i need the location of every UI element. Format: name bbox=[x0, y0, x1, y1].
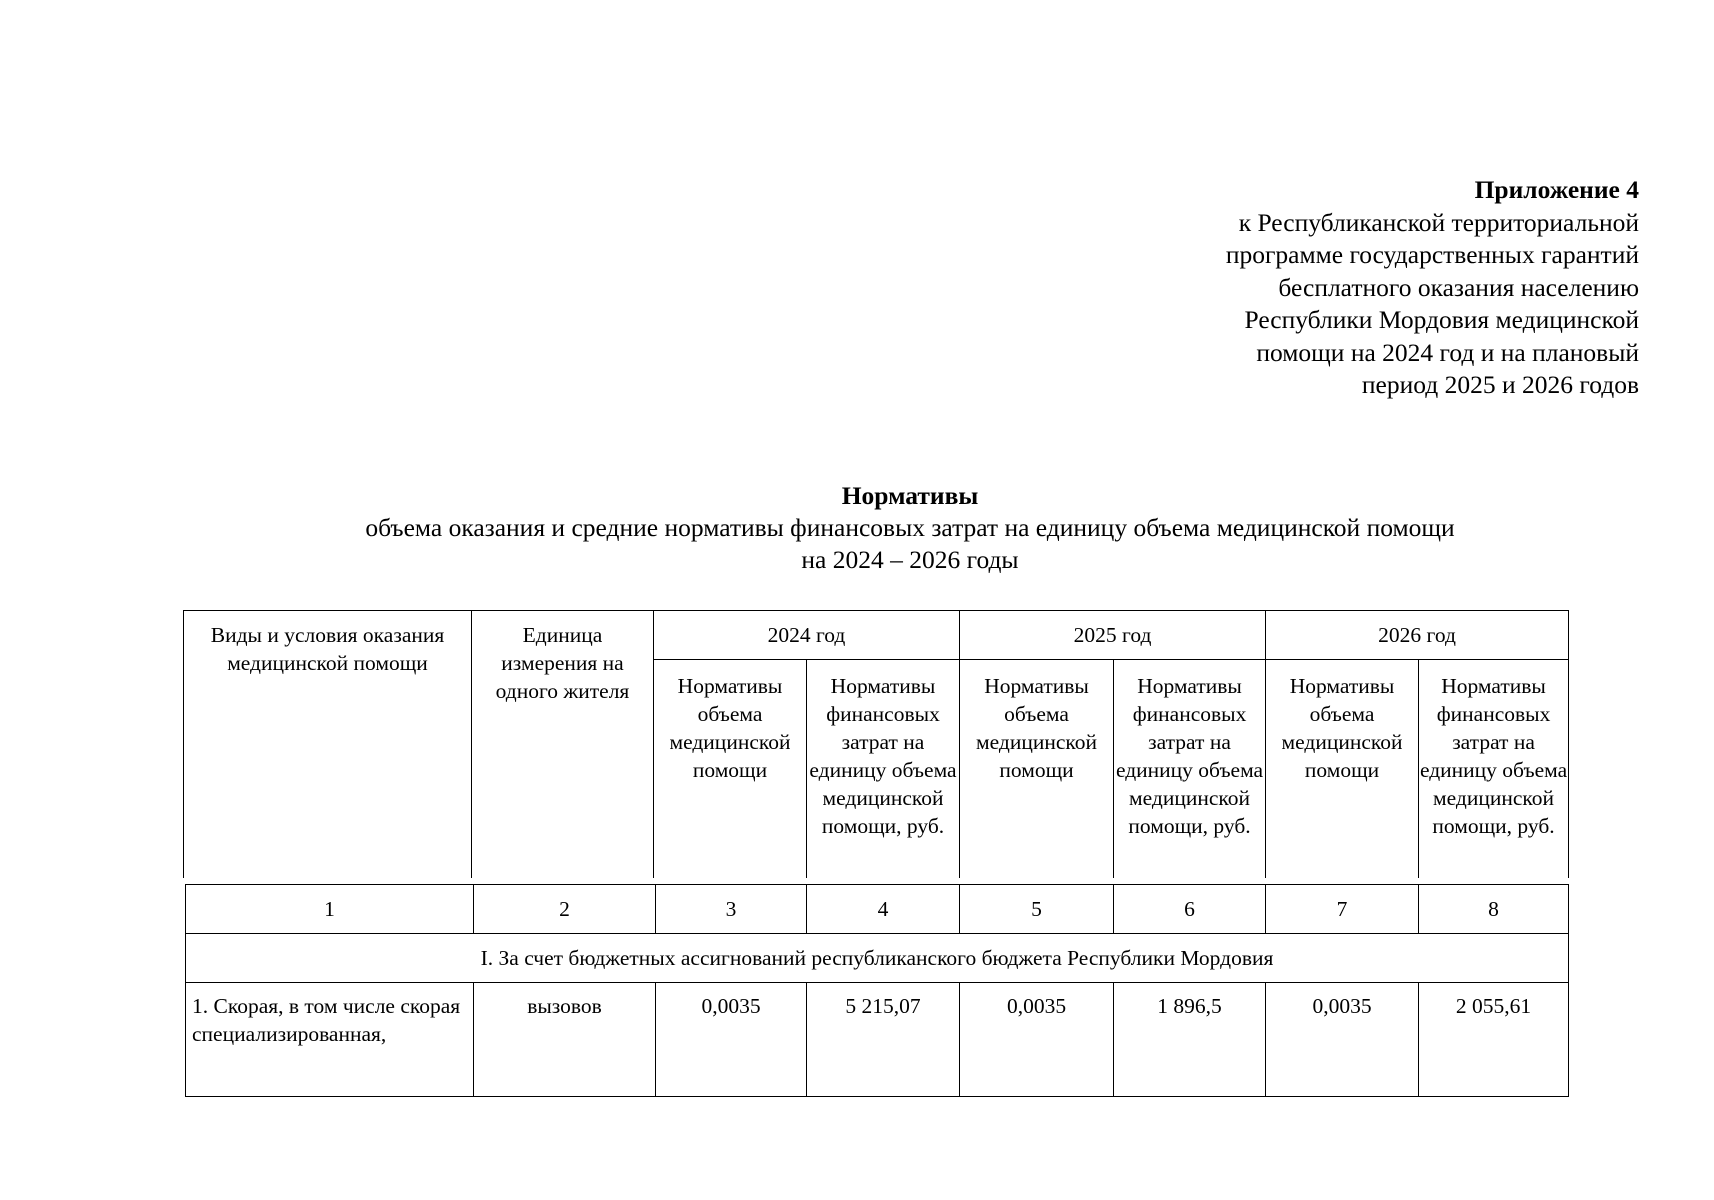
header-volume-2025: Нормативы объема медицинской помощи bbox=[960, 660, 1114, 879]
header-volume-2026: Нормативы объема медицинской помощи bbox=[1266, 660, 1419, 879]
column-number: 8 bbox=[1419, 885, 1569, 934]
column-number: 6 bbox=[1114, 885, 1266, 934]
column-number: 7 bbox=[1266, 885, 1419, 934]
column-number: 5 bbox=[960, 885, 1114, 934]
header-year-2025: 2025 год bbox=[960, 611, 1266, 660]
header-cost-2025: Нормативы финансовых затрат на единицу объема медицинской помощи, руб. bbox=[1114, 660, 1266, 879]
header-unit: Единица измерения на одного жителя bbox=[472, 611, 654, 879]
appendix-line: Республики Мордовия медицинской bbox=[1244, 305, 1639, 334]
row-volume-2025: 0,0035 bbox=[960, 983, 1114, 1097]
appendix-line: бесплатного оказания населению bbox=[1278, 272, 1639, 302]
appendix-line: к Республиканской территориальной bbox=[1238, 207, 1639, 237]
row-volume-2026: 0,0035 bbox=[1266, 983, 1419, 1097]
appendix-line: период 2025 и 2026 годов bbox=[1361, 370, 1639, 399]
row-cost-2024: 5 215,07 bbox=[807, 983, 960, 1097]
section-title: I. За счет бюджетных ассигнований республиканского бюджета Республики Мордовия bbox=[186, 934, 1569, 983]
appendix-line: программе государственных гарантий bbox=[1225, 240, 1639, 269]
appendix-line: помощи на 2024 год и на плановый bbox=[1256, 337, 1639, 367]
document-subtitle-line: объема оказания и средние нормативы финансовых затрат на единицу объема медицинской помощи bbox=[365, 513, 1455, 542]
column-number: 3 bbox=[656, 885, 807, 934]
appendix-block bbox=[1226, 174, 1639, 402]
row-cost-2025: 1 896,5 bbox=[1114, 983, 1266, 1097]
header-year-2024: 2024 год bbox=[654, 611, 960, 660]
header-kinds-of-care: Виды и условия оказания медицинской помощи bbox=[184, 611, 472, 879]
table-header bbox=[183, 610, 1569, 878]
document-subtitle-line: на 2024 – 2026 годы bbox=[801, 545, 1019, 574]
table-row bbox=[186, 983, 1569, 1097]
header-volume-2024: Нормативы объема медицинской помощи bbox=[654, 660, 807, 879]
header-year-2026: 2026 год bbox=[1266, 611, 1569, 660]
row-unit: вызовов bbox=[474, 983, 656, 1097]
row-kind-of-care: 1. Скорая, в том числе скорая специализированная, bbox=[186, 983, 474, 1097]
table-body bbox=[185, 884, 1569, 1097]
section-row bbox=[186, 934, 1569, 983]
column-number: 2 bbox=[474, 885, 656, 934]
column-numbers-row bbox=[186, 885, 1569, 934]
document-title: Нормативы bbox=[841, 481, 979, 510]
document-title-block bbox=[170, 480, 1650, 576]
column-number: 4 bbox=[807, 885, 960, 934]
column-number: 1 bbox=[186, 885, 474, 934]
row-volume-2024: 0,0035 bbox=[656, 983, 807, 1097]
header-cost-2024: Нормативы финансовых затрат на единицу объема медицинской помощи, руб. bbox=[807, 660, 960, 879]
row-cost-2026: 2 055,61 bbox=[1419, 983, 1569, 1097]
header-cost-2026: Нормативы финансовых затрат на единицу объема медицинской помощи, руб. bbox=[1419, 660, 1569, 879]
appendix-heading: Приложение 4 bbox=[1474, 175, 1639, 204]
